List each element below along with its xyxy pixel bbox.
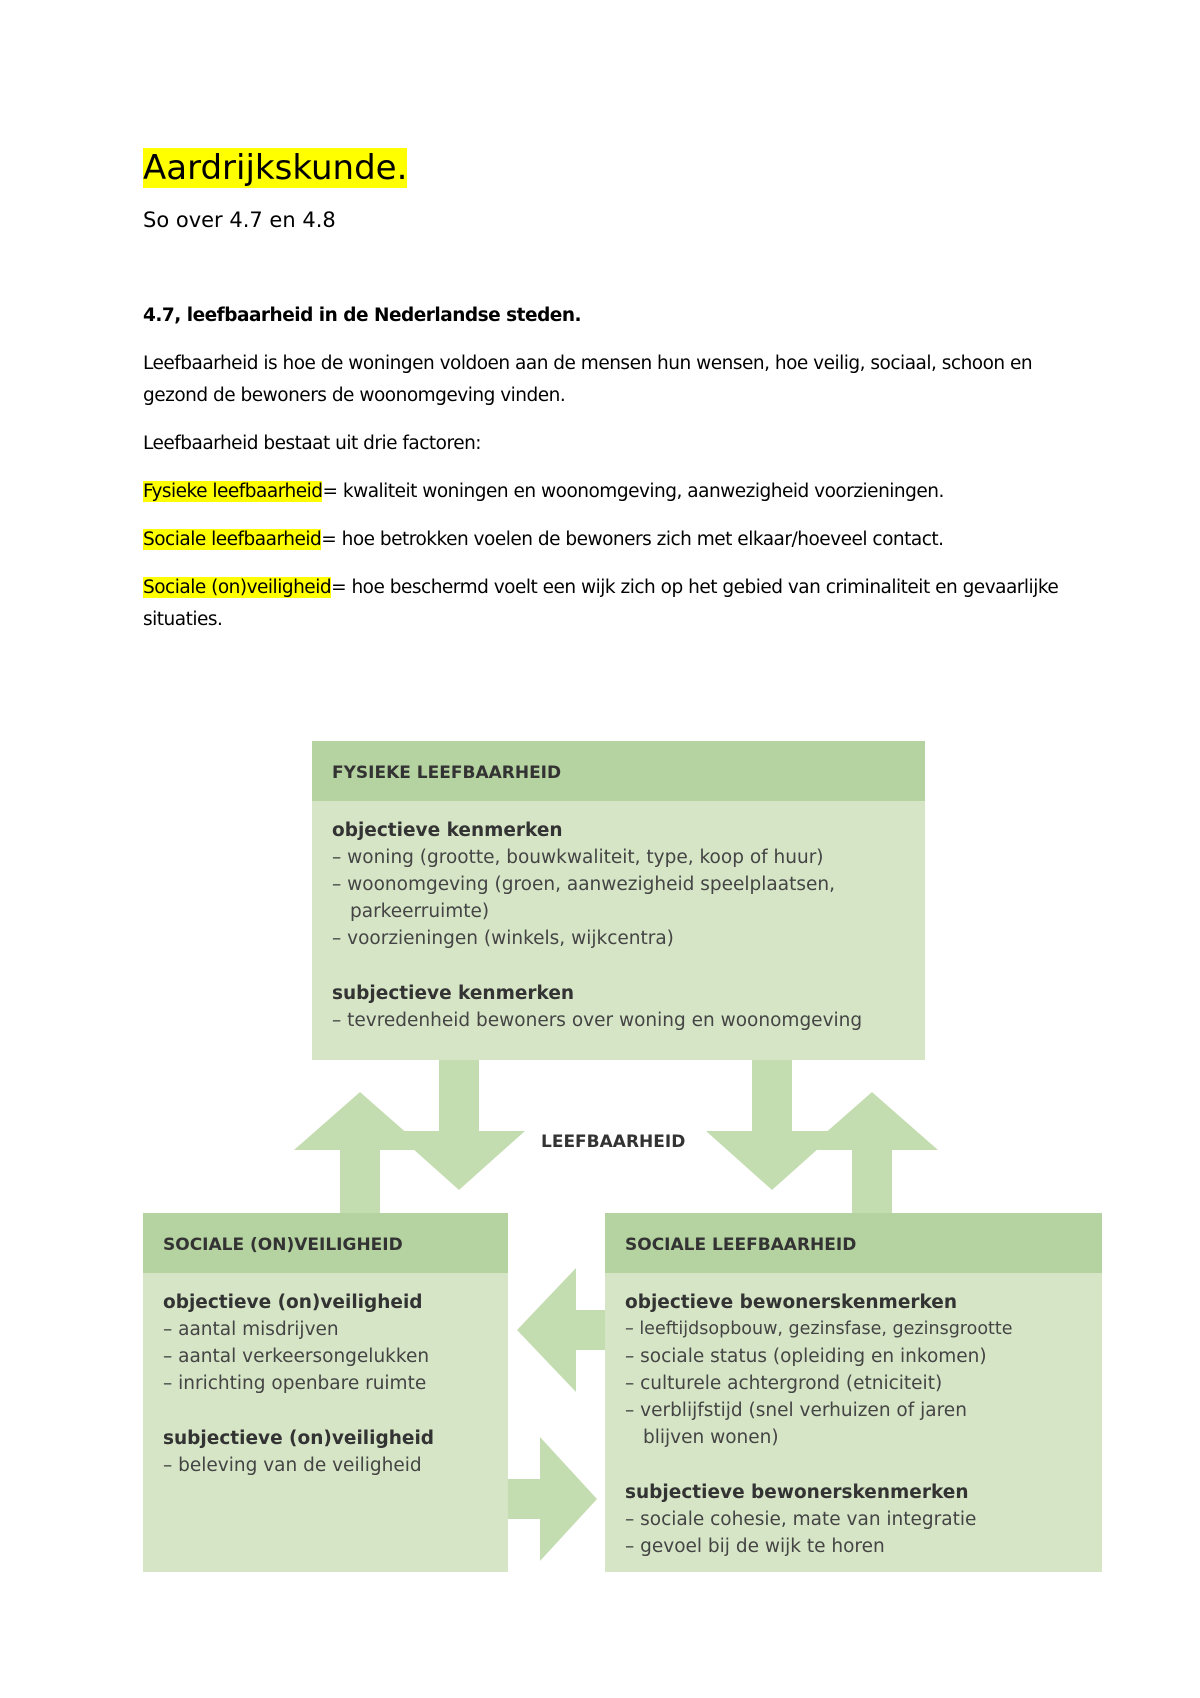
box-sociale-content — [625, 1289, 1094, 1560]
term-fysieke: Fysieke leefbaarheid — [143, 481, 323, 502]
paragraph-factors: Leefbaarheid bestaat uit drie factoren: — [143, 433, 482, 454]
box-fysieke-title: FYSIEKE LEEFBAARHEID — [332, 763, 562, 783]
list-item: – aantal misdrijven — [163, 1319, 339, 1340]
fysieke-sub-subjectief: subjectieve kenmerken — [332, 983, 575, 1004]
onveiligheid-sub-subjectief: subjectieve (on)veiligheid — [163, 1428, 435, 1449]
definition-fysieke-text: = kwaliteit woningen en woonomgeving, aanwezigheid voorzieningen. — [322, 481, 944, 502]
onveiligheid-sub-objectief: objectieve (on)veiligheid — [163, 1292, 423, 1313]
box-sociale-leefbaarheid — [605, 1213, 1102, 1572]
box-onveiligheid-content — [163, 1289, 500, 1479]
box-onveiligheid-title: SOCIALE (ON)VEILIGHEID — [163, 1235, 403, 1255]
list-item: – gevoel bij de wijk te horen — [625, 1536, 885, 1557]
list-item: – sociale cohesie, mate van integratie — [625, 1509, 977, 1530]
list-item: – aantal verkeersongelukken — [163, 1346, 430, 1367]
list-item: – woonomgeving (groen, aanwezigheid speelplaatsen, parkeerruimte) — [332, 874, 835, 922]
arrow-down-left — [393, 1060, 525, 1190]
list-item: – leeftijdsopbouw, gezinsfase, gezinsgrootte — [625, 1319, 1013, 1339]
definition-onveiligheid-text: = hoe beschermd voelt een wijk zich op het gebied van criminaliteit en gevaarlijke situaties. — [143, 577, 1059, 630]
list-item: – culturele achtergrond (etniciteit) — [625, 1373, 943, 1394]
box-fysieke-content — [332, 817, 917, 1034]
document-title-text: Aardrijkskunde. — [143, 148, 408, 188]
arrow-down-right — [706, 1060, 838, 1190]
arrow-right — [508, 1437, 597, 1561]
list-item: – beleving van de veiligheid — [163, 1455, 422, 1476]
list-item: – verblijfstijd (snel verhuizen of jaren blijven wonen) — [625, 1400, 967, 1448]
definition-sociale-text: = hoe betrokken voelen de bewoners zich met elkaar/hoeveel contact. — [321, 529, 944, 550]
box-fysieke-header — [312, 741, 925, 801]
box-sociale-header — [605, 1213, 1102, 1273]
box-fysieke-leefbaarheid — [312, 741, 925, 1060]
box-sociale-title: SOCIALE LEEFBAARHEID — [625, 1235, 857, 1255]
list-item: – voorzieningen (winkels, wijkcentra) — [332, 928, 674, 949]
list-item: – woning (grootte, bouwkwaliteit, type, koop of huur) — [332, 847, 824, 868]
list-item: – sociale status (opleiding en inkomen) — [625, 1346, 987, 1367]
arrow-up-left — [294, 1092, 426, 1213]
list-item: – tevredenheid bewoners over woning en woonomgeving — [332, 1010, 863, 1031]
term-onveiligheid: Sociale (on)veiligheid — [143, 577, 332, 598]
diagram-center-label: LEEFBAARHEID — [541, 1132, 686, 1152]
box-onveiligheid-header — [143, 1213, 508, 1273]
sociale-sub-objectief: objectieve bewonerskenmerken — [625, 1292, 958, 1313]
arrow-up-right — [806, 1092, 938, 1213]
fysieke-sub-objectief: objectieve kenmerken — [332, 820, 563, 841]
paragraph-definition: Leefbaarheid is hoe de woningen voldoen aan de mensen hun wensen, hoe veilig, sociaal, schoon en gezond de bewoners de woonomgeving vinden. — [143, 353, 1033, 406]
list-item: – inrichting openbare ruimte — [163, 1373, 427, 1394]
sociale-sub-subjectief: subjectieve bewonerskenmerken — [625, 1482, 969, 1503]
box-sociale-onveiligheid — [143, 1213, 508, 1572]
arrow-left — [517, 1268, 605, 1392]
term-sociale: Sociale leefbaarheid — [143, 529, 322, 550]
document-subtitle: So over 4.7 en 4.8 — [143, 208, 336, 232]
section-heading: 4.7, leefbaarheid in de Nederlandse steden. — [143, 305, 582, 326]
